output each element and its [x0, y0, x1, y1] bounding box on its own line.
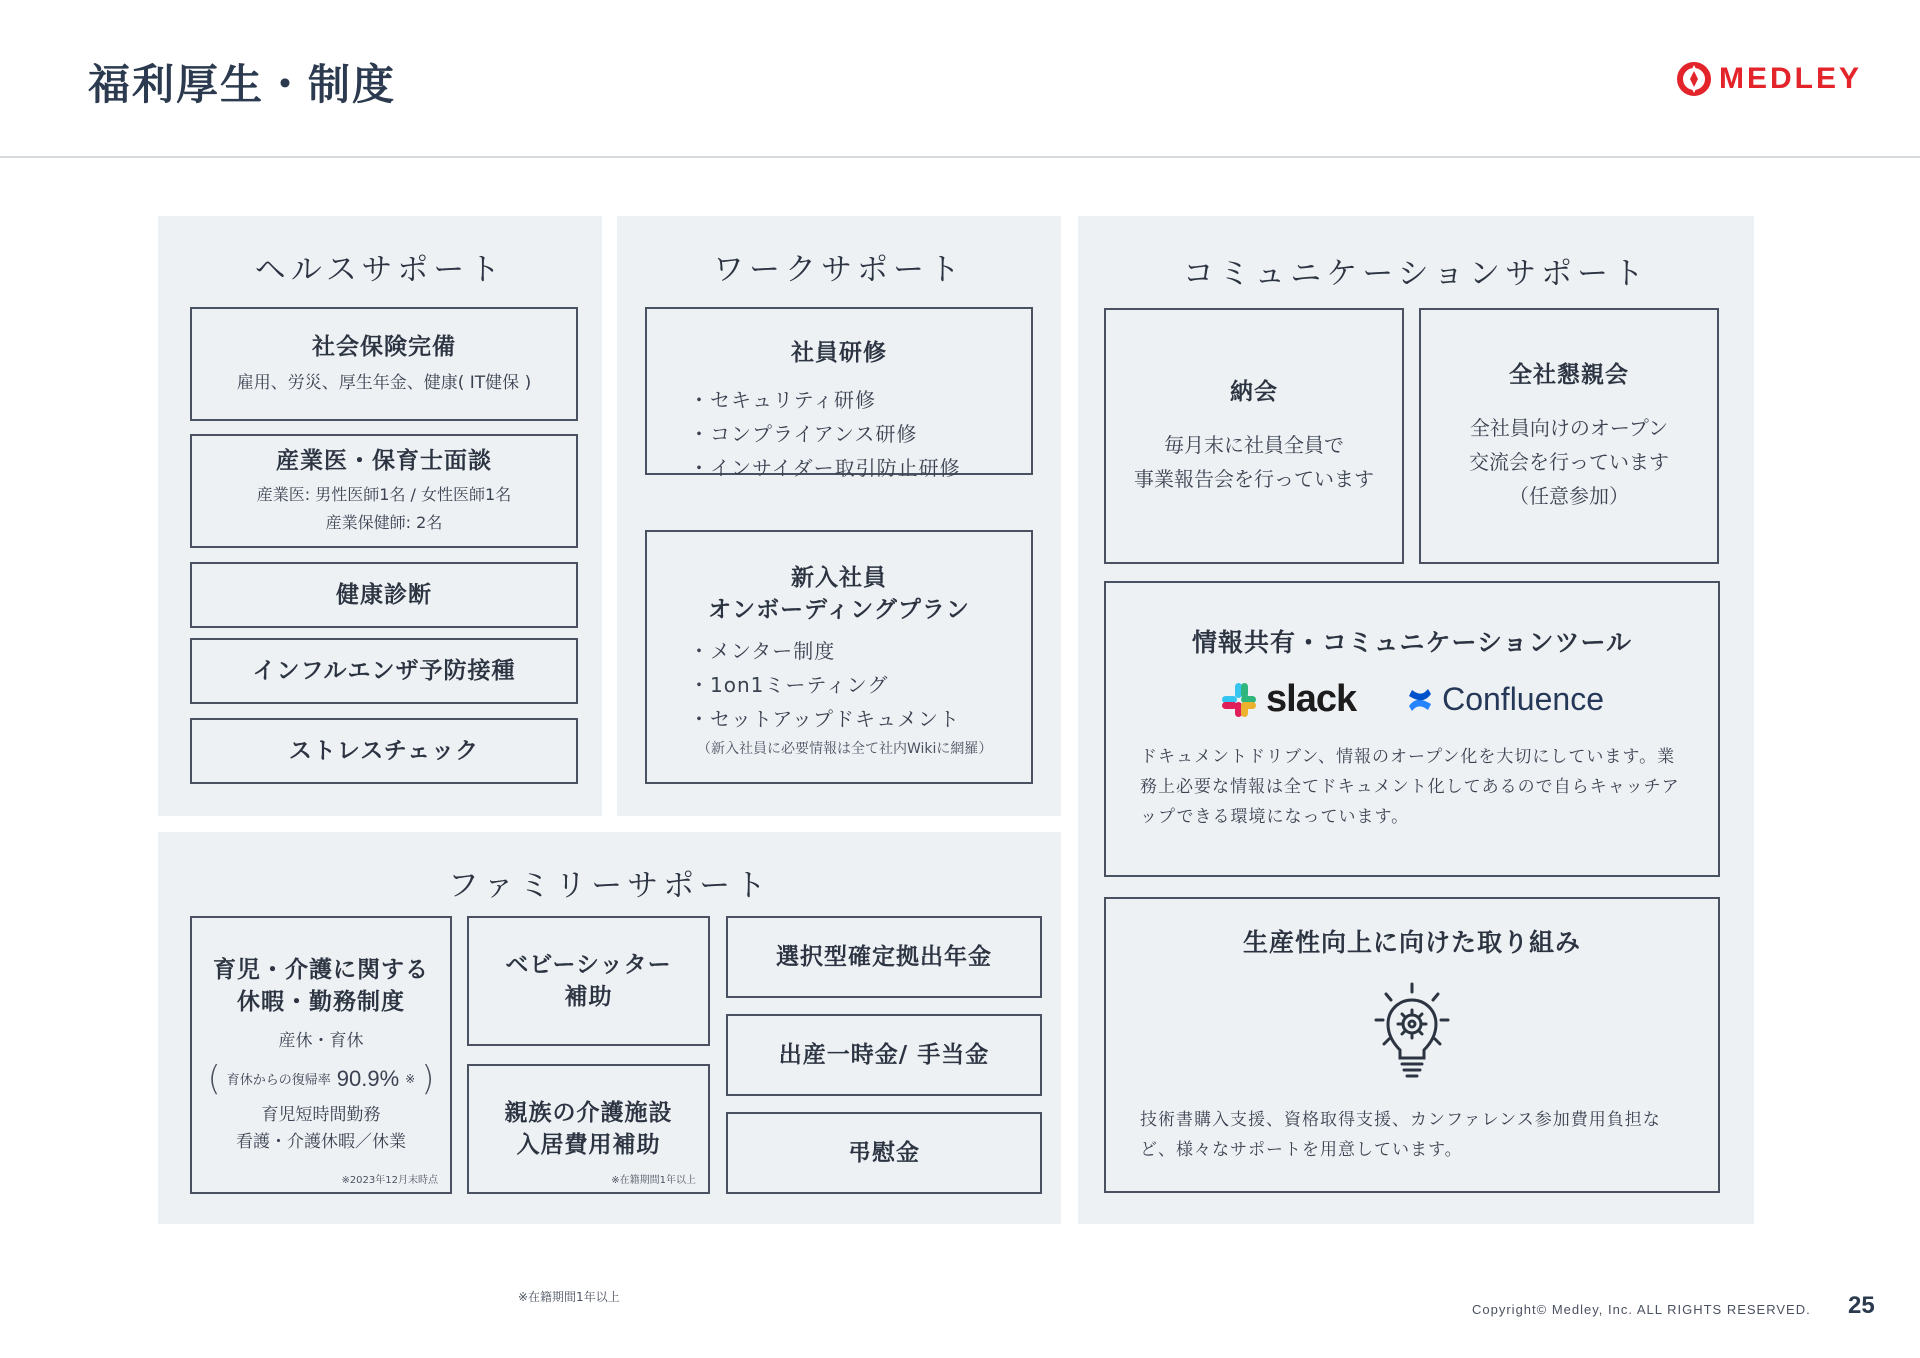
childcare-box	[190, 916, 452, 1194]
social-insurance-title: 社会保険完備	[312, 334, 456, 361]
family-support-title: ファミリーサポート	[447, 868, 772, 904]
onboarding-box	[645, 530, 1033, 784]
onboarding-item: ・メンター制度	[689, 639, 836, 664]
return-rate-mark: ※	[405, 1071, 416, 1086]
productivity-title: 生産性向上に向けた取り組み	[1242, 927, 1581, 957]
confluence-wordmark: Confluence	[1442, 681, 1604, 718]
nokai-line1: 毎月末に社員全員で	[1164, 433, 1344, 458]
doctor-interview-box	[190, 434, 578, 548]
training-title: 社員研修	[791, 340, 887, 366]
slack-logo	[1220, 678, 1356, 721]
babysitter-box	[467, 916, 710, 1046]
header-divider	[0, 156, 1920, 158]
training-item: ・インサイダー取引防止研修	[689, 456, 961, 481]
tools-box	[1104, 581, 1720, 877]
pension-title: 選択型確定拠出年金	[776, 943, 992, 970]
onboarding-note: （新入社員に必要情報は全て社内Wikiに網羅）	[697, 741, 993, 758]
nursing-line1: 親族の介護施設	[504, 1099, 673, 1126]
training-list	[689, 383, 961, 485]
onboarding-title-line1: 新入社員	[791, 565, 887, 591]
childcare-line3: 看護・介護休暇／休業	[236, 1131, 406, 1152]
productivity-box	[1104, 897, 1720, 1193]
medley-logo	[1677, 62, 1862, 96]
nursing-box	[467, 1064, 710, 1194]
onboarding-title-line2: オンボーディングプラン	[708, 597, 970, 624]
page-number: 25	[1848, 1292, 1875, 1319]
childcare-note: ※2023年12月末時点	[341, 1175, 438, 1186]
lightbulb-gear-icon	[1372, 982, 1452, 1082]
return-rate	[207, 1058, 435, 1099]
onboarding-item: ・セットアップドキュメント	[689, 707, 960, 732]
paren-left: (	[207, 1058, 221, 1099]
work-support-title: ワークサポート	[713, 252, 965, 288]
social-insurance-text: 雇用、労災、厚生年金、健康( IT健保 )	[236, 372, 532, 393]
communication-support-panel	[1078, 216, 1754, 1224]
confluence-logo-icon	[1406, 686, 1434, 714]
flu-vaccine-title: インフルエンザ予防接種	[252, 657, 516, 684]
konshinkai-title: 全社懇親会	[1509, 361, 1629, 388]
social-insurance-box	[190, 307, 578, 421]
return-rate-label: 育休からの復帰率	[226, 1073, 331, 1089]
onboarding-list	[689, 634, 960, 736]
condolence-box	[726, 1112, 1042, 1194]
childcare-title-line1: 育児・介護に関する	[213, 957, 429, 984]
slack-logo-icon	[1220, 681, 1258, 719]
konshinkai-line3: （任意参加）	[1509, 484, 1629, 509]
childcare-line1: 産休・育休	[278, 1031, 364, 1052]
nursing-line2: 入居費用補助	[516, 1132, 661, 1158]
stress-check-box	[190, 718, 578, 784]
confluence-logo	[1406, 681, 1604, 718]
onboarding-item: ・1on1ミーティング	[689, 673, 889, 698]
doctor-interview-title: 産業医・保育士面談	[276, 447, 492, 474]
pension-box	[726, 916, 1042, 998]
birth-allowance-title: 出産一時金/ 手当金	[778, 1041, 990, 1068]
communication-support-title: コミュニケーションサポート	[1182, 256, 1650, 292]
slack-wordmark: slack	[1266, 678, 1357, 721]
babysitter-line1: ベビーシッター	[505, 951, 672, 978]
paren-right: )	[421, 1058, 435, 1099]
nursing-note: ※在籍期間1年以上	[611, 1175, 696, 1186]
return-rate-value: 90.9%	[336, 1065, 400, 1091]
nokai-title: 納会	[1230, 378, 1278, 405]
tools-title: 情報共有・コミュニケーションツール	[1191, 628, 1632, 658]
tools-description: ドキュメントドリブン、情報のオープン化を大切にしています。業務上必要な情報は全てドキュメント化してあるので自らキャッチアップできる環境になっています。	[1140, 747, 1680, 827]
nokai-line2: 事業報告会を行っています	[1134, 467, 1374, 492]
training-box	[645, 307, 1033, 481]
tool-logos	[1220, 678, 1604, 721]
nokai-box	[1104, 308, 1404, 564]
condolence-title: 弔慰金	[848, 1139, 920, 1166]
birth-allowance-box	[726, 1014, 1042, 1096]
childcare-line2: 育児短時間勤務	[261, 1104, 381, 1125]
work-support-panel	[617, 216, 1061, 816]
page-title: 福利厚生・制度	[88, 60, 397, 109]
training-item: ・セキュリティ研修	[689, 388, 876, 413]
childcare-title-line2: 休暇・勤務制度	[237, 989, 405, 1016]
family-support-panel	[158, 832, 1061, 1224]
flu-vaccine-box	[190, 638, 578, 704]
babysitter-line2: 補助	[564, 984, 613, 1010]
medley-logo-icon	[1677, 62, 1711, 96]
footer-note: ※在籍期間1年以上	[518, 1290, 620, 1304]
checkup-box	[190, 562, 578, 628]
health-support-title: ヘルスサポート	[254, 252, 506, 288]
konshinkai-box	[1419, 308, 1719, 564]
doctor-interview-line1: 産業医: 男性医師1名 / 女性医師1名	[256, 485, 512, 505]
konshinkai-line2: 交流会を行っています	[1469, 450, 1669, 475]
doctor-interview-line2: 産業保健師: 2名	[325, 513, 443, 533]
productivity-description: 技術書購入支援、資格取得支援、カンファレンス参加費用負担など、様々なサポートを用意しています。	[1140, 1109, 1661, 1160]
checkup-title: 健康診断	[336, 581, 432, 608]
health-support-panel	[158, 216, 602, 816]
stress-check-title: ストレスチェック	[288, 737, 480, 764]
training-item: ・コンプライアンス研修	[689, 422, 918, 447]
konshinkai-line1: 全社員向けのオープン	[1469, 416, 1669, 441]
copyright: Copyright© Medley, Inc. ALL RIGHTS RESERVED.	[1472, 1302, 1811, 1317]
logo-text: MEDLEY	[1718, 62, 1862, 95]
